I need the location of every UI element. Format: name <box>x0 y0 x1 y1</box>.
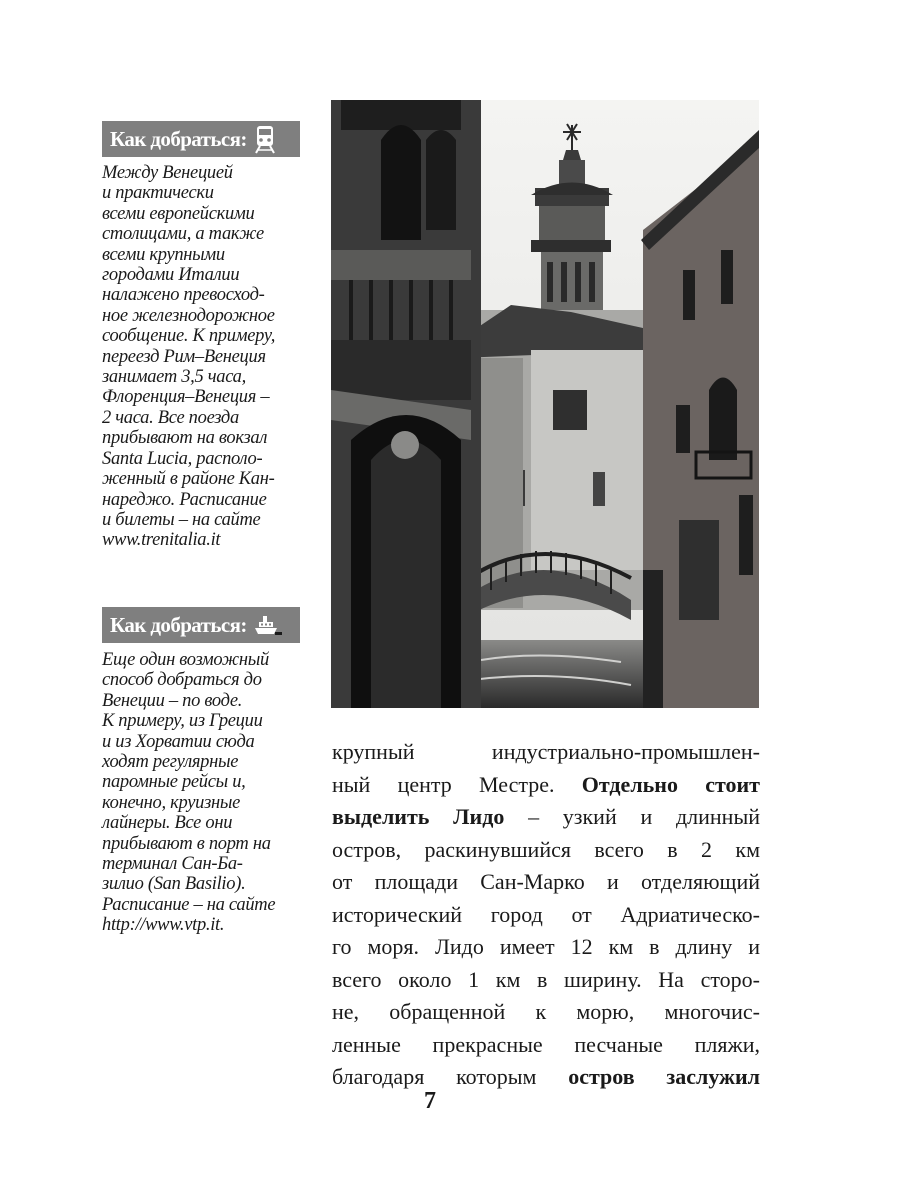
sidebar-heading-label: Как добраться: <box>110 612 247 637</box>
sidebar-line: Расписание – на сайте <box>102 894 276 915</box>
sidebar-line: столицами, а также <box>102 224 264 245</box>
text-line: остров, раскинувшийся всего в 2 км <box>332 836 760 862</box>
text-line: го моря. Лидо имеет 12 км в длину и <box>332 934 760 959</box>
sidebar-line: способ добраться до <box>102 670 262 691</box>
sidebar-text-train <box>102 163 312 551</box>
sidebar-line: ходят регулярные <box>102 752 239 773</box>
text-line: благодаря которым остров заслужил <box>332 1064 761 1089</box>
sidebar-line: и практически <box>102 183 214 204</box>
text-line: от площади Сан-Марко и отделяющий <box>332 869 760 894</box>
venice-canal-illustration <box>331 100 759 708</box>
sidebar-line: ное железнодорожное <box>102 305 275 326</box>
sidebar-line: Еще один возможный <box>102 650 269 670</box>
text-line: всего около 1 км в ширину. На сторо- <box>332 966 760 992</box>
text-line: ленные прекрасные песчаные пляжи, <box>332 1031 760 1057</box>
sidebar-line: всеми крупными <box>102 244 225 265</box>
sidebar-line: терминал Сан-Ба- <box>102 854 243 875</box>
sidebar-line: сообщение. К примеру, <box>102 326 276 347</box>
sidebar-line: женный в районе Кан- <box>102 469 275 490</box>
sidebar-heading-label: Как добраться: <box>110 126 247 151</box>
text-line: исторический город от Адриатическо- <box>332 901 760 927</box>
sidebar-link-trenitalia[interactable]: www.trenitalia.it <box>102 530 221 551</box>
sidebar-line: всеми европейскими <box>102 203 255 224</box>
sidebar-line: зилио (San Basilio). <box>102 874 246 895</box>
text-line: не, обращенной к морю, многочис- <box>332 999 760 1024</box>
text-line: крупный индустриально-промышлен- <box>332 739 760 764</box>
sidebar-line: К примеру, из Греции <box>102 711 263 732</box>
sidebar-line: городами Италии <box>102 265 240 286</box>
page-number: 7 <box>424 1088 436 1114</box>
sidebar-line: 2 часа. Все поезда <box>102 407 239 428</box>
sidebar-line: и билеты – на сайте <box>102 509 261 530</box>
sidebar-line: прибывают на вокзал <box>102 428 268 449</box>
sidebar-link-vtp[interactable]: http://www.vtp.it. <box>102 915 225 936</box>
sidebar-line: прибывают в порт на <box>102 833 271 854</box>
text-line: ный центр Местре. Отдельно стоит <box>332 771 760 797</box>
sidebar-line: переезд Рим–Венеция <box>102 346 266 367</box>
sidebar-line: Между Венецией <box>102 163 233 183</box>
text-line: выделить Лидо – узкий и длинный <box>332 804 761 829</box>
sidebar-text-ship <box>102 650 312 936</box>
sidebar-line: паромные рейсы и, <box>102 772 246 793</box>
sidebar-line: нареджо. Расписание <box>102 489 267 510</box>
sidebar-line: конечно, круизные <box>102 792 241 813</box>
sidebar-heading-train <box>102 121 300 157</box>
sidebar-line: налажено превосход- <box>102 285 265 306</box>
ship-icon <box>253 610 283 640</box>
sidebar-line: Santa Lucia, располо- <box>102 448 263 469</box>
sidebar-line: и из Хорватии сюда <box>102 731 255 752</box>
sidebar-line: Флоренция–Венеция – <box>102 387 270 408</box>
sidebar-line: лайнеры. Все они <box>102 813 233 834</box>
sidebar-heading-ship <box>102 607 300 643</box>
main-article-text <box>332 736 760 1094</box>
sidebar-line: занимает 3,5 часа, <box>102 367 246 388</box>
sidebar-line: Венеции – по воде. <box>102 690 243 711</box>
train-icon <box>253 124 277 154</box>
